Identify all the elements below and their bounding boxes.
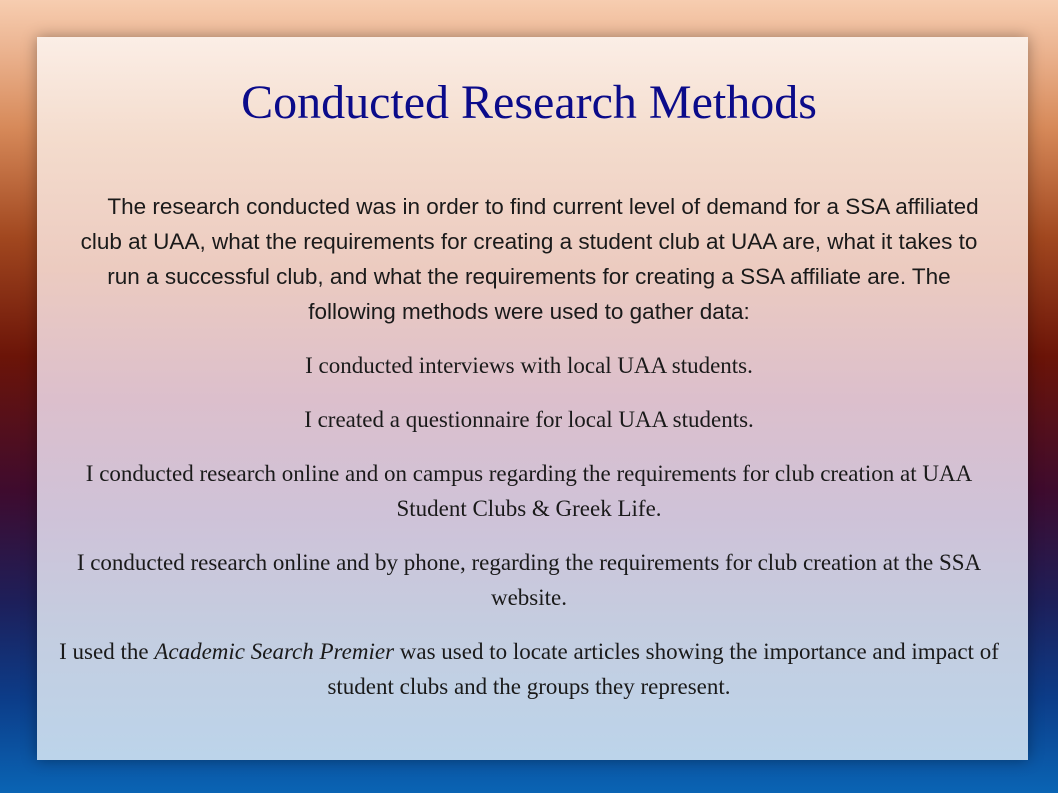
method-academic-search [49,634,1009,704]
intro-paragraph: The research conducted was in order to find current level of demand for a SSA affiliated club at UAA, what the requirements for creating a student club at UAA are, what it takes to run a successful club, and what the requirements for creating a SSA affiliate are. The following methods were used to gather data: [80,194,979,324]
method-academic-search-prefix: I used the [59,639,155,664]
slide-content [0,189,1058,704]
academic-search-premier-title: Academic Search Premier [154,639,395,664]
method-academic-search-suffix: was used to locate articles showing the importance and impact of student clubs and the groups they represent. [327,639,999,699]
method-phone-research: I conducted research online and by phone, regarding the requirements for club creation at the SSA website. [76,550,982,610]
method-interviews: I conducted interviews with local UAA students. [305,353,753,378]
slide-title: Conducted Research Methods [241,76,817,129]
method-questionnaire: I created a questionnaire for local UAA students. [304,407,754,432]
method-campus-research: I conducted research online and on campus regarding the requirements for club creation at UAA Student Clubs & Greek Life. [85,461,973,521]
